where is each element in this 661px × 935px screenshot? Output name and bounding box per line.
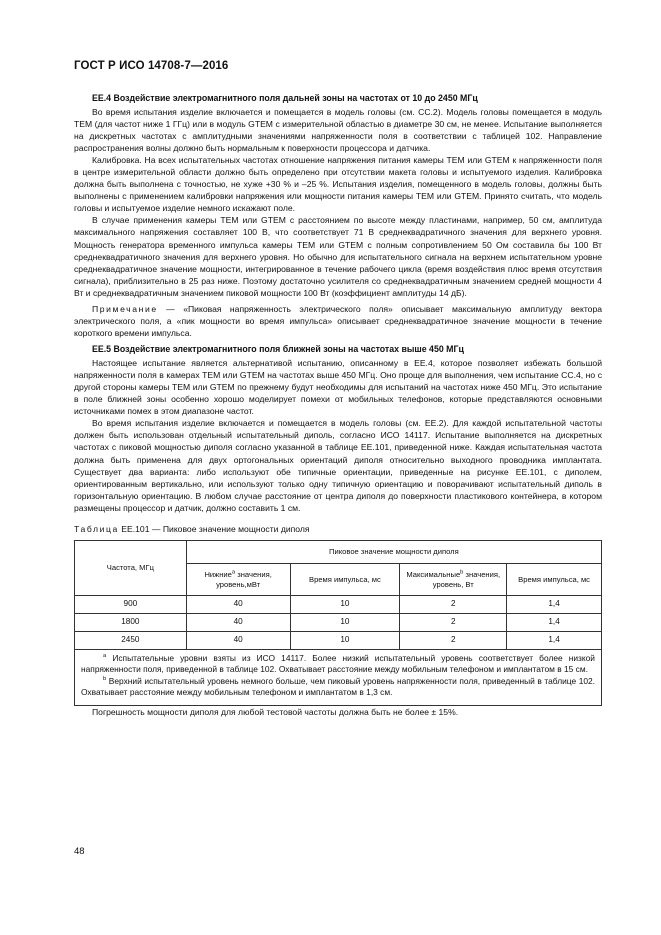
cell-time-2: 1,4 [507, 614, 602, 632]
paragraph: Во время испытания изделие включается и помещается в модель головы (см. СС.2). Модель головы помещается в модуль ТЕМ (для частот ниже 1 ГГц) или в модуль GTEM с измерительной областью в диаметре 30 см, не менее. Испытание выполняется на дискретных частотах с амплитудными значениями напряженности поля в соответствии с таблицей 102. Направление распространения волны должно быть нормальным к поверхности процессора и датчика. [74, 106, 602, 153]
table-caption [74, 524, 602, 535]
group-header: Пиковое значение мощности диполя [186, 541, 601, 564]
paragraph: Настоящее испытание является альтернативой испытанию, описанному в ЕЕ.4, которое позволяет избежать большой напряженности поля в камерах ТЕМ или GTEM на частотах выше 450 МГц. Оно проще для выполнения, чем испытание СС.4, но с другой стороны камеры ТЕМ или GTEM по прежнему будут необходимы для испытаний на частотах ниже 450 МГц. Это испытание в поле ближней зоны особенно хорошо моделирует помехи от мобильных телефонов, которые представляются основными источниками помех в этом диапазоне частот. [74, 357, 602, 417]
note-label: Примечание [92, 304, 158, 314]
cell-time-1: 10 [290, 596, 400, 614]
cell-frequency: 900 [75, 596, 187, 614]
cell-time-2: 1,4 [507, 632, 602, 650]
col-header-time-1: Время импульса, мс [290, 564, 400, 596]
paragraph: Во время испытания изделие включается и помещается в модель головы (см. ЕЕ.2). Для каждой испытательной частоты должен быть использован отдельный испытательный диполь, согласно ИСО 14117. Испытание выполняется на дискретных частотах с пиковой мощностью диполя согласно указанной в таблице ЕЕ.101, приведенной ниже. Каждая испытательная частота должна быть применена для двух ортогональных ориентаций диполя относительно выходного проводника имплантата. Существует два варианта: либо используют обе типичные ориентации, приведенные на рисунке ЕЕ.101, с диполем, ориентированным вертикально, или используют только одну типичную ориентацию и поворачивают испытательный диполь в горизонтальную ориентацию. В любом случае расстояние от центра диполя до поверхности пластикового контейнера, в котором размещены процессор и датчик, должно составить 1 см. [74, 418, 602, 513]
closing-paragraph: Погрешность мощности диполя для любой тестовой частоты должна быть не более ± 15%. [92, 706, 459, 717]
dipole-power-table [74, 540, 602, 706]
table-row [75, 596, 602, 614]
cell-frequency: 2450 [75, 632, 187, 650]
col-header-lower: Нижние$^a$ значения, уровень,мВт [186, 564, 290, 596]
cell-time-1: 10 [290, 632, 400, 650]
table-footnotes [75, 650, 602, 706]
document-header: ГОСТ Р ИСО 14708-7—2016 [74, 60, 229, 72]
col-header-upper: Максимальные$^b$ значения, уровень, Вт [400, 564, 507, 596]
table-row [75, 614, 602, 632]
paragraph: В случае применения камеры ТЕМ или GTEM с расстоянием по высоте между пластинами, например, 50 см, амплитуда максимального напряжения составляет 100 В, что соответствует 71 В среднеквадратичного значения для верхнего уровня. Мощность генератора временного импульса камеры ТЕМ или GTEM с полным сопротивлением 50 Ом составила бы 100 Вт среднеквадратичного значения для верхнего уровня. Но обычно для испытательного сигнала на верхнем испытательном уровне среднеквадратичное значение мощности, интегрированное в течение рабочего цикла (время воздействия плюс время отсутствия сигнала), приблизительно в 25 раз ниже. Поэтому достаточно усилителя со среднеквадратичным значением средней мощности 4 Вт и среднеквадратичным значением пиковой мощности 100 Вт (коэффициент амплитуды 14 дБ). [74, 215, 602, 298]
cell-upper: 2 [400, 614, 507, 632]
cell-upper: 2 [400, 596, 507, 614]
note-paragraph [74, 303, 602, 339]
cell-upper: 2 [400, 632, 507, 650]
footnote-a: $^a$ Испытательные уровни взяты из ИСО 14117. Более низкий испытательный уровень соответствует более низкой напряженности поля, приведенной в таблице 102. Охватывает расстояние между мобильным телефоном и имплантатом в 15 см. [81, 653, 595, 675]
cell-lower: 40 [186, 632, 290, 650]
table-row [75, 632, 602, 650]
cell-frequency: 1800 [75, 614, 187, 632]
table-caption-text: ЕЕ.101 — Пиковое значение мощности диполя [118, 524, 310, 534]
note-text: — «Пиковая напряженность электрического поля» описывает максимальную амплитуду вектора электрического поля, а «пик мощности во время импульса» описывает среднеквадратичное значение мощности в течение короткого времени импульса. [74, 304, 602, 339]
footnote-b: $^b$ Верхний испытательный уровень немного больше, чем пиковый уровень напряженности поля, приведенный в таблице 102. Охватывает расстояние между мобильным телефоном и имплантатом в 1,3 см. [81, 675, 595, 698]
col-header-time-2: Время импульса, мс [507, 564, 602, 596]
section-heading-ee4: EE.4 Воздействие электромагнитного поля дальней зоны на частотах от 10 до 2450 МГц [92, 93, 478, 103]
table-caption-label: Таблица [74, 524, 119, 534]
cell-lower: 40 [186, 614, 290, 632]
cell-time-1: 10 [290, 614, 400, 632]
page-number: 48 [74, 846, 85, 857]
cell-lower: 40 [186, 596, 290, 614]
col-header-frequency: Частота, МГц [75, 541, 187, 596]
cell-time-2: 1,4 [507, 596, 602, 614]
section-heading-ee5: EE.5 Воздействие электромагнитного поля ближней зоны на частотах выше 450 МГц [92, 344, 464, 355]
page-content [74, 92, 602, 718]
paragraph: Калибровка. На всех испытательных частотах отношение напряжения питания камеры ТЕМ или GTEM к напряженности поля в центре измерительной области должно быть определено при отсутствии макета головы и испытуемого изделия. Калибровка должна быть выполнена с точностью, не хуже +30 % и –25 %. Испытания изделия, помещенного в модель головы, должны быть выполнены с применением калибровки напряжения или мощности питания камеры ТЕМ или GTEM. Принято считать, что модель головы и испытуемое изделие немного искажают поле. [74, 154, 602, 214]
